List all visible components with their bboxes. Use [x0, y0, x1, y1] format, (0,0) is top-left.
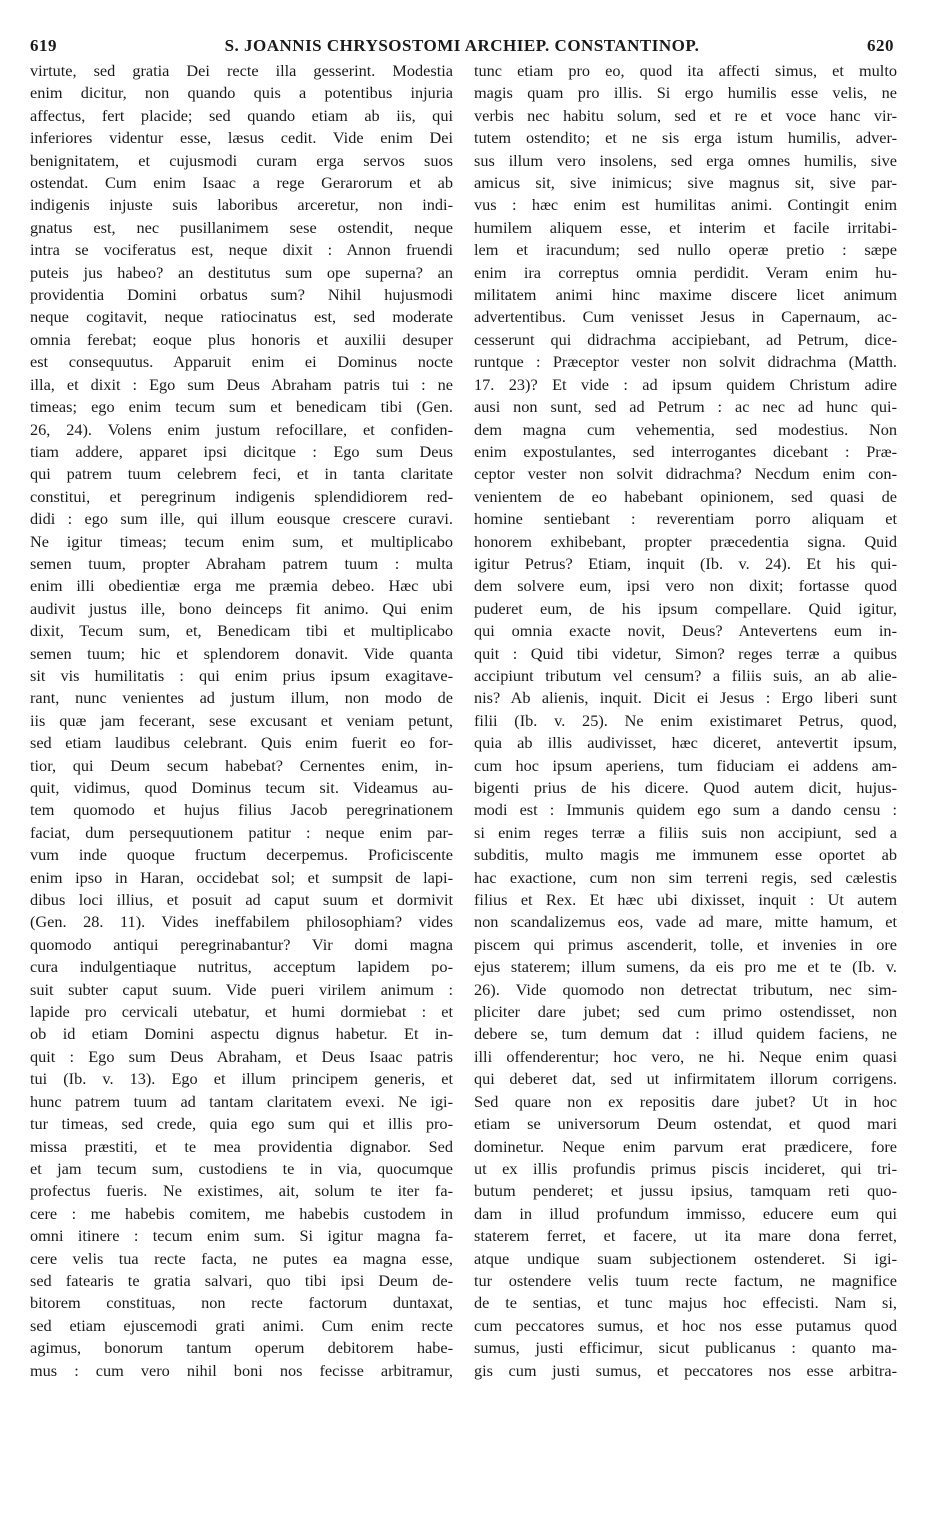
text-line: puderet eum, de his ipsum compellare. Quid igitur,: [474, 598, 897, 618]
text-line: hunc patrem tuum ad tantam claritatem evexi. Ne igi-: [30, 1091, 453, 1111]
text-line: benignitatem, et cujusmodi curam erga servos suos: [30, 150, 453, 170]
text-line: nis? Ab alienis, inquit. Dicit ei Jesus : Ergo liberi sunt: [474, 688, 897, 708]
text-line: vus : hæc enim est humilitas animi. Contingit enim: [474, 195, 897, 215]
text-line: verbis nec habitu solum, sed et re et voce hanc vir-: [474, 105, 897, 125]
text-line: cum peccatores sumus, et hoc nos esse putamus quod: [474, 1315, 897, 1335]
text-line: atque undique suam subjectionem ostenderet. Si igi-: [474, 1248, 897, 1268]
text-line: ob id etiam Domini aspectu dignus habetur. Et in-: [30, 1024, 453, 1044]
text-line: bigenti prius de his dicere. Quod autem dicit, hujus-: [474, 778, 897, 797]
text-line: de te sentias, et tunc majus hoc effecisti. Nam si,: [474, 1293, 897, 1313]
text-line: filius et Rex. Et hæc ubi dixisset, inquit : Ut autem: [474, 890, 897, 910]
text-line: tui (Ib. v. 13). Ego et illum principem generis, et: [30, 1069, 453, 1089]
text-line: rant, nunc venientes ad justum illum, non modo de: [30, 688, 453, 708]
text-line: 26, 24). Volens enim justum refocillare, et confiden-: [30, 419, 453, 439]
text-line: pliciter dare jubet; sed cum primo ostendisset, non: [474, 1002, 897, 1022]
text-line: didi : ego sum ille, qui illum eousque crescere curavi.: [30, 509, 453, 529]
text-line: bitorem constituas, non recte factorum duntaxat,: [30, 1293, 453, 1313]
text-line: debere se, tum demum dat : illud quidem faciens, ne: [474, 1024, 897, 1044]
text-line: qui patrem tuum celebrem feci, et in tanta claritate: [30, 464, 453, 484]
text-line: honorem exhibebant, propter præcedentia signa. Quid: [474, 531, 897, 551]
text-line: suit subter caput suum. Vide pueri virilem animum :: [30, 979, 453, 999]
text-line: Sed quare non ex repositis dare jubet? Ut in hoc: [474, 1091, 897, 1111]
left-page-number: 619: [30, 36, 57, 55]
text-line: humilem aliquem esse, et interim et facile irritabi-: [474, 217, 897, 237]
text-line: faciat, dum persequutionem patitur : neque enim par-: [30, 822, 453, 842]
text-line: hac exactione, cum non sim terreni regis, sed cælestis: [474, 867, 897, 887]
text-line: vum inde quoque fructum decerpemus. Proficiscente: [30, 845, 453, 865]
text-line: est consequutus. Apparuit enim ei Dominus nocte: [30, 352, 453, 372]
text-line: enim dicitur, non quando quis a potentibus injuria: [30, 83, 453, 103]
text-line: dominetur. Neque enim parvum erat prædicere, fore: [474, 1136, 897, 1156]
text-line: staterem ferret, et facere, ut ita mare dona ferret,: [474, 1226, 897, 1246]
text-line: enim illi obedientiæ erga me præmia debeo. Hæc ubi: [30, 576, 453, 596]
text-line: inferiores videntur esse, læsus cedit. Vide enim Dei: [30, 128, 453, 148]
text-line: si enim reges terræ a filiis suis non accipiunt, sed a: [474, 822, 897, 842]
text-line: audivit justus ille, bono deinceps fit animo. Qui enim: [30, 598, 453, 618]
text-line: dixit, Tecum sum, et, Benedicam tibi et multiplicabo: [30, 621, 453, 641]
text-line: dem solvere eum, ipsi vero non dixit; fortasse quod: [474, 576, 897, 596]
text-line: semen tuum, propter Abraham patrem tuum : multa: [30, 553, 453, 573]
text-line: sed fatearis te gratia salvari, quo tibi ipsi Deum de-: [30, 1270, 453, 1290]
text-line: illa, et dixit : Ego sum Deus Abraham patris tui : ne: [30, 374, 453, 394]
text-line: missa præstiti, et te mea providentia dignabor. Sed: [30, 1136, 453, 1156]
text-line: 26). Vide quomodo non detrectat tributum, nec sim-: [474, 979, 897, 999]
text-line: 17. 23)? Et vide : ad ipsum quidem Christum adire: [474, 374, 897, 394]
text-line: magis quam pro illis. Si ergo humilis esse velis, ne: [474, 83, 897, 103]
text-line: tior, qui Deum secum habebat? Cernentes enim, in-: [30, 755, 453, 775]
text-line: lapide pro cervicali utebatur, et humi dormiebat : et: [30, 1002, 453, 1022]
text-line: et jam tecum sum, custodiens te in via, quocumque: [30, 1158, 453, 1178]
text-line: tem quomodo et hujus filius Jacob peregrinationem: [30, 800, 453, 820]
text-line: gis cum justi sumus, et peccatores nos esse arbitra-: [474, 1360, 897, 1380]
text-line: illi offenderentur; hoc vero, ne hi. Neque enim quasi: [474, 1046, 897, 1066]
text-line: quit : Quid tibi videtur, Simon? reges terræ a quibus: [474, 643, 897, 663]
text-line: intra se vociferatus est, neque dixit : Annon fruendi: [30, 240, 453, 260]
text-line: sus illum vero insolens, sed erga omnes humilis, sive: [474, 150, 897, 170]
text-line: runtque : Præceptor vester non solvit didrachma (Matth.: [474, 352, 897, 372]
text-line: omnia ferebat; eoque plus honoris et auxilii desuper: [30, 329, 453, 349]
text-line: dam in illud profundum immisso, educere eum qui: [474, 1203, 897, 1223]
text-line: igitur Petrus? Etiam, inquit (Ib. v. 24). Et his qui-: [474, 553, 897, 573]
text-line: militatem animi hinc maxime discere licet animum: [474, 285, 897, 305]
text-line: accipiunt tributum vel censum? a filiis suis, an ab alie-: [474, 665, 897, 685]
text-line: quit : Ego sum Deus Abraham, et Deus Isaac patris: [30, 1046, 453, 1066]
text-line: lem et iracundum; sed nullo operæ pretio : sæpe: [474, 240, 897, 260]
running-head: [30, 36, 894, 60]
text-line: cesserunt qui didrachma accipiebant, ad Petrum, dice-: [474, 329, 897, 349]
text-line: quit, vidimus, quod Dominus tecum sit. Videamus au-: [30, 778, 453, 797]
text-line: enim ipso in Haran, occidebat sol; et sumpsit de lapi-: [30, 867, 453, 887]
text-line: subditis, multo magis me immunem esse oportet ab: [474, 845, 897, 865]
text-line: cura indulgentiaque nutritus, acceptum lapidem po-: [30, 957, 453, 977]
text-line: dibus loci illius, et posuit ad caput suum et dormivit: [30, 890, 453, 910]
text-line: filii (Ib. v. 25). Ne enim existimaret Petrus, quod,: [474, 710, 897, 730]
text-line: sed etiam ejuscemodi grati animi. Cum enim recte: [30, 1315, 453, 1335]
text-line: constitui, et peregrinum indigenis splendidiorem red-: [30, 486, 453, 506]
text-line: ceptor vester non solvit didrachma? Necdum enim con-: [474, 464, 897, 484]
running-title: S. JOANNIS CHRYSOSTOMI ARCHIEP. CONSTANTINOP.: [224, 36, 700, 55]
text-line: piscem qui primus ascenderit, tolle, et invenies in ore: [474, 934, 897, 954]
text-line: timeas; ego enim tecum sum et benedicam tibi (Gen.: [30, 397, 453, 417]
text-line: quia ab illis audivisset, hæc diceret, antevertit ipsum,: [474, 733, 897, 753]
text-line: ostendat. Cum enim Isaac a rege Gerarorum et ab: [30, 173, 453, 193]
text-line: qui omnia exacte novit, Deus? Antevertens eum in-: [474, 621, 897, 641]
text-line: iis quæ jam fecerant, sese excusant et veniam petunt,: [30, 710, 453, 730]
text-line: dem magna cum vehementia, sed modestius. Non: [474, 419, 897, 439]
text-line: butum penderet; et jussu ipsius, tamquam reti quo-: [474, 1181, 897, 1201]
text-line: tunc etiam pro eo, quod ita affecti simus, et multo: [474, 61, 897, 80]
text-line: enim expostulantes, sed interrogantes dicebant : Præ-: [474, 441, 897, 461]
text-line: sit vis humilitatis : qui enim prius ipsum exagitave-: [30, 665, 453, 685]
text-line: etiam se universorum Deum ostendat, et quod mari: [474, 1114, 897, 1134]
text-line: semen tuum; hic et splendorem donavit. Vide quanta: [30, 643, 453, 663]
text-line: tur ostendere velis tuum recte factum, ne magnifice: [474, 1270, 897, 1290]
text-line: tutem ostendito; et ne sis erga istum humilis, adver-: [474, 128, 897, 148]
text-line: affectus, fert placide; sed quando etiam ab iis, qui: [30, 105, 453, 125]
text-line: cere : me habebis comitem, me habebis custodem in: [30, 1203, 453, 1223]
text-line: quomodo antiqui peregrinabantur? Vir domi magna: [30, 934, 453, 954]
text-line: providentia Domini orbatus sum? Nihil hujusmodi: [30, 285, 453, 305]
text-line: cere velis tua recte facta, ne putes ea magna esse,: [30, 1248, 453, 1268]
text-line: Ne igitur timeas; tecum enim sum, et multiplicabo: [30, 531, 453, 551]
text-line: cum hoc ipsum aperiens, tum fiduciam ei addens am-: [474, 755, 897, 775]
text-line: neque cogitavit, neque ratiocinatus est, sed moderate: [30, 307, 453, 327]
text-line: ut ex illis profundis primus piscis incideret, qui tri-: [474, 1158, 897, 1178]
left-column: [30, 60, 453, 1382]
text-line: omni itinere : tecum enim sum. Si igitur magna fa-: [30, 1226, 453, 1246]
text-line: venientem de eo habebant opinionem, sed quasi de: [474, 486, 897, 506]
right-column: [474, 60, 897, 1382]
text-line: modi est : Immunis quidem ego sum a dando censu :: [474, 800, 897, 820]
text-line: tiam addere, apparet ipsi dicitque : Ego sum Deus: [30, 441, 453, 461]
text-line: gnatus est, nec pusillanimem sese ostendit, neque: [30, 217, 453, 237]
text-line: homine sentiebant : reverentiam porro aliquam et: [474, 509, 897, 529]
text-line: indigenis injuste suis laboribus arceretur, non indi-: [30, 195, 453, 215]
text-line: tur timeas, sed crede, quia ego sum qui et illis pro-: [30, 1114, 453, 1134]
text-line: sed etiam laudibus celebrant. Quis enim fuerit eo for-: [30, 733, 453, 753]
text-line: ejus staterem; illum sumens, da eis pro me et te (Ib. v.: [474, 957, 897, 977]
text-line: ausi non sunt, sed ad Petrum : ac nec ad hunc qui-: [474, 397, 897, 417]
text-line: sumus, justi efficimur, sicut publicanus : quanto ma-: [474, 1338, 897, 1358]
text-line: (Gen. 28. 11). Vides ineffabilem philosophiam? vides: [30, 912, 453, 932]
text-line: mus : cum vero nihil boni nos fecisse arbitramur,: [30, 1360, 453, 1380]
text-line: qui deberet dat, sed ut infirmitatem illorum corrigens.: [474, 1069, 897, 1089]
right-page-number: 620: [867, 36, 894, 55]
text-line: profectus fueris. Ne existimes, ait, solum te iter fa-: [30, 1181, 453, 1201]
text-line: amicus sit, sive inimicus; sive magnus sit, sive par-: [474, 173, 897, 193]
text-line: puteis jus habeo? an destitutus sum ope superna? an: [30, 262, 453, 282]
text-line: non scandalizemus eos, vade ad mare, mitte hamum, et: [474, 912, 897, 932]
text-line: advertentibus. Cum venisset Jesus in Capernaum, ac-: [474, 307, 897, 327]
text-line: virtute, sed gratia Dei recte illa gesserint. Modestia: [30, 61, 453, 80]
text-line: enim ira correptus omnia perdidit. Veram enim hu-: [474, 262, 897, 282]
text-line: agimus, bonorum tantum operum debitorem habe-: [30, 1338, 453, 1358]
